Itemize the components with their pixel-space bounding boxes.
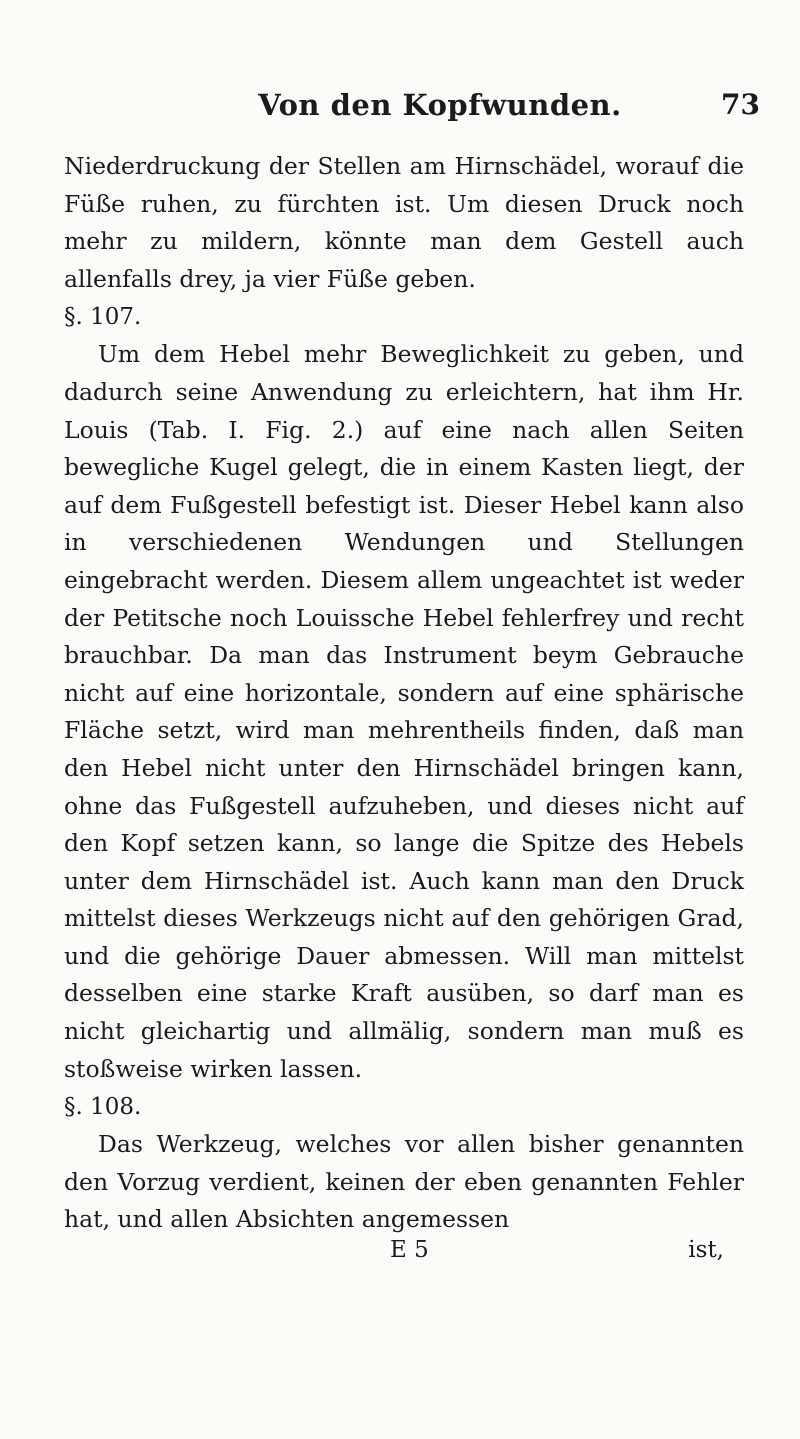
signature-mark: E 5 bbox=[390, 1237, 429, 1263]
page-footer bbox=[64, 1237, 744, 1277]
catchword: ist, bbox=[688, 1237, 724, 1263]
paragraph-108: Das Werkzeug, welches vor allen bisher genannten den Vorzug verdient, keinen der eben genannten Fehler hat, und allen Absichten angemessen bbox=[64, 1130, 744, 1234]
running-head: Von den Kopfwunden. bbox=[258, 88, 622, 122]
section-heading-108: §. 108. bbox=[64, 1094, 142, 1121]
body-text bbox=[64, 148, 744, 1239]
paragraph-107: Um dem Hebel mehr Beweglichkeit zu geben, und dadurch seine Anwendung zu erleichtern, hat ihm Hr. Louis (Tab. I. Fig. 2.) auf eine nach allen Seiten bewegliche Kugel gelegt, die in einem Kasten liegt, der auf dem Fußgestell befestigt ist. Dieser Hebel kann also in verschiedenen Wendungen und Stellungen eingebracht werden. Diesem allem ungeachtet ist weder der Petitsche noch Louissche Hebel fehlerfrey und recht brauchbar. Da man das Instrument beym Gebrauche nicht auf eine horizontale, sondern auf eine sphärische Fläche setzt, wird man mehrentheils finden, daß man den Hebel nicht unter den Hirnschädel bringen kann, ohne das Fußgestell aufzuheben, und dieses nicht auf den Kopf setzen kann, so lange die Spitze des Hebels unter dem Hirnschädel ist. Auch kann man den Druck mittelst dieses Werkzeugs nicht auf den gehörigen Grad, und die gehörige Dauer abmessen. Will man mittelst desselben eine starke Kraft ausüben, so darf man es nicht gleichartig und allmälig, sondern man muß es stoßweise wirken lassen. bbox=[64, 340, 744, 1083]
page-number: 73 bbox=[721, 88, 760, 121]
paragraph-continuation: Niederdruckung der Stellen am Hirnschädel, worauf die Füße ruhen, zu fürchten ist. Um diesen Druck noch mehr zu mildern, könnte man dem Gestell auch allenfalls drey, ja vier Füße geben. bbox=[64, 152, 744, 293]
section-heading-107: §. 107. bbox=[64, 304, 142, 331]
page-header bbox=[120, 88, 760, 128]
